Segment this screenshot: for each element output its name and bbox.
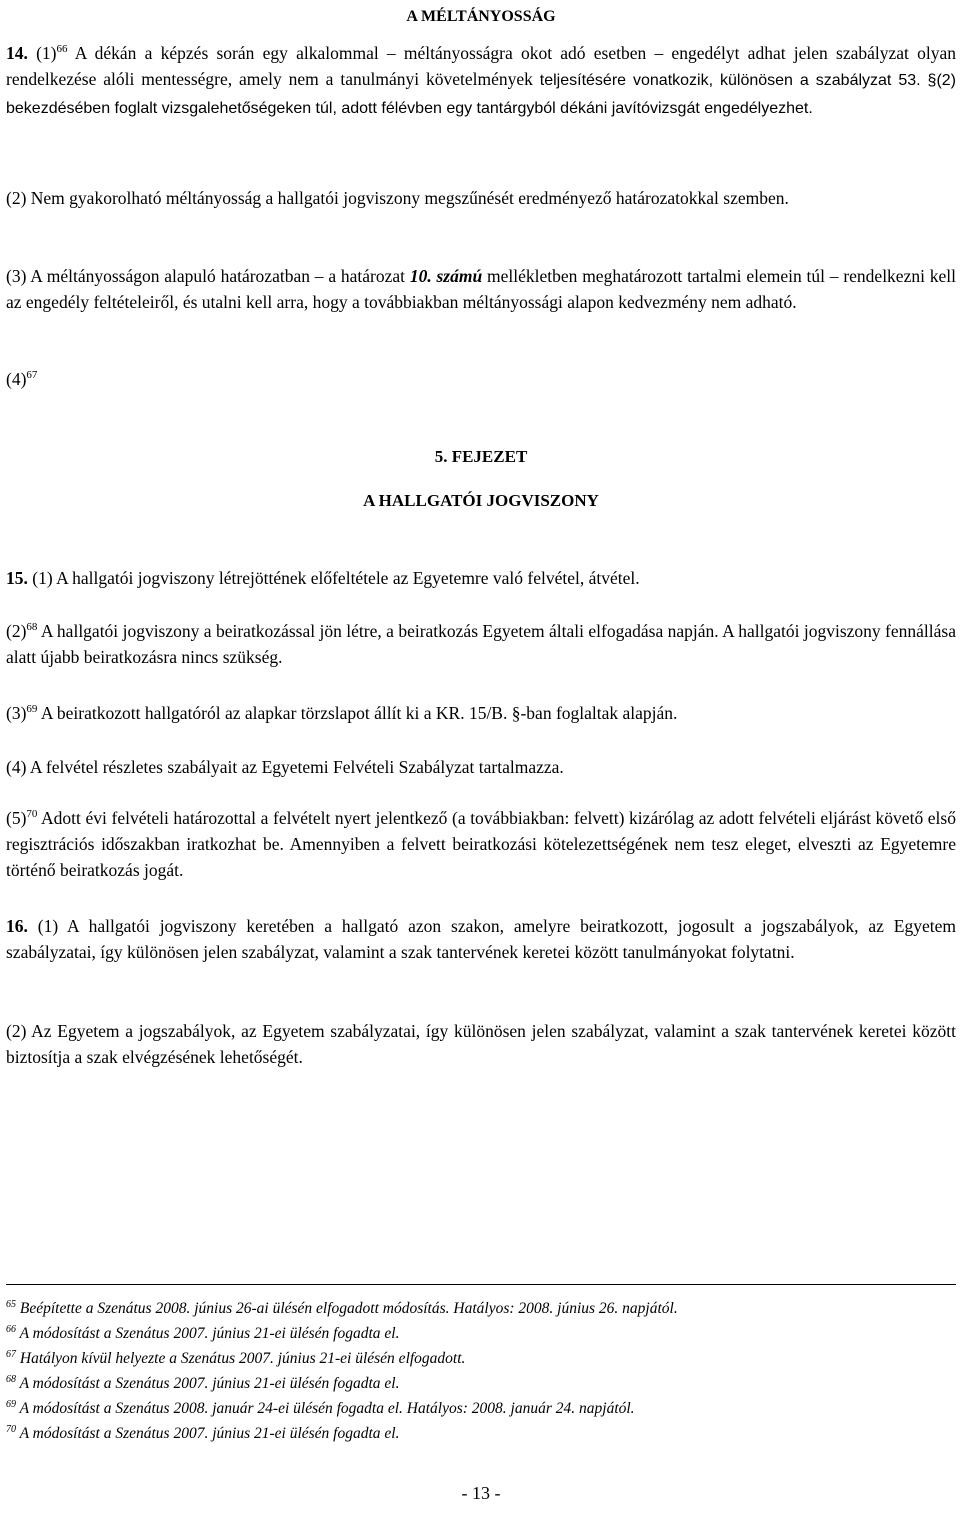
footnote-divider <box>6 1284 956 1285</box>
paragraph-text: (1) A hallgatói jogviszony létrejöttének előfeltétele az Egyetemre való felvétel, átvétel. <box>27 568 640 588</box>
paragraph-text: (3) A méltányosságon alapuló határozatban – a határozat <box>6 266 410 286</box>
paragraph-text: (4) A felvétel részletes szabályait az Egyetemi Felvételi Szabályzat tartalmazza. <box>6 757 564 777</box>
paragraph-text: (2) Az Egyetem a jogszabályok, az Egyetem szabályzatai, így különösen jelen szabályzat, valamint a szak tantervének keretei között biztosítja a szak elvégzésének lehetőségét. <box>6 1021 956 1067</box>
paragraph-text: Adott évi felvételi határozottal a felvételt nyert jelentkező (a továbbiakban: felvett) kizárólag az adott felvételi eljárást követő első regisztrációs időszakban iratkozhat be. Amennyiben a felvett beiratkozási kötelezettségének nem tesz eleget, elveszti az Egyetemre történő beiratkozás jogát. <box>6 808 956 880</box>
paragraph-15-3 <box>6 700 956 726</box>
paragraph-text: A beiratkozott hallgatóról az alapkar törzslapot állít ki a KR. 15/B. §-ban foglaltak alapján. <box>37 703 678 723</box>
section-title: A MÉLTÁNYOSSÁG <box>406 8 556 25</box>
paragraph-15-5 <box>6 805 956 883</box>
paragraph-16-2 <box>6 1018 956 1070</box>
section-number: 16. <box>6 916 28 936</box>
footnote-number: 70 <box>6 1423 16 1435</box>
paragraph-text: (1) A hallgatói jogviszony keretében a hallgató azon szakon, amelyre beiratkozott, jogosult a jogszabályok, az Egyetem szabályzatai, így különösen jelen szabályzat, valamint a szak tantervének keretei között tanulmányokat folytatni. <box>6 916 956 962</box>
paragraph-marker: (2) <box>6 621 27 641</box>
footnote <box>6 1346 956 1371</box>
paragraph-text-sans: teljesítésére vonatkozik, különösen a szabályzat 53. §(2) bekezdésében foglalt vizsgalehetőségeken túl, adott félévben egy tantárgyból dékáni javítóvizsgát engedélyezhet. <box>6 72 957 117</box>
annex-reference: 10. számú <box>409 266 483 286</box>
page-number: - 13 - <box>461 1483 501 1503</box>
footnote <box>6 1321 956 1346</box>
footnote-ref: 67 <box>26 369 38 382</box>
footnote-text: A módosítást a Szenátus 2007. június 21-ei ülésén fogadta el. <box>16 1375 400 1392</box>
paragraph-14-1 <box>6 40 956 122</box>
footnotes <box>6 1296 956 1446</box>
footnote-ref: 68 <box>26 621 38 634</box>
paragraph-15-2 <box>6 618 956 670</box>
paragraph-marker: (3) <box>6 703 27 723</box>
footnote-text: A módosítást a Szenátus 2007. június 21-ei ülésén fogadta el. <box>16 1325 400 1342</box>
paragraph-15-4 <box>6 754 956 780</box>
paragraph-15-1 <box>6 565 956 591</box>
section-number: 14. <box>6 43 28 63</box>
paragraph-marker: (4) <box>6 369 27 389</box>
section-number: 15. <box>6 568 28 588</box>
footnote-number: 68 <box>6 1373 16 1385</box>
paragraph-text: A hallgatói jogviszony a beiratkozással jön létre, a beiratkozás Egyetem általi elfogadása napján. A hallgatói jogviszony fennállása alatt újabb beiratkozásra nincs szükség. <box>6 621 956 667</box>
footnote-text: A módosítást a Szenátus 2008. január 24-ei ülésén fogadta el. Hatályos: 2008. január 24. napjától. <box>16 1400 635 1417</box>
paragraph-14-2 <box>6 185 956 211</box>
chapter-title: A HALLGATÓI JOGVISZONY <box>363 491 599 510</box>
paragraph-text: A dékán a képzés során egy alkalommal – méltányosságra okot adó esetben – engedélyt adhat jelen szabályzat olyan rendelkezése alóli mentességre, amely nem a tanulmányi követelmények <box>6 43 956 89</box>
footnote-text: A módosítást a Szenátus 2007. június 21-ei ülésén fogadta el. <box>16 1425 400 1442</box>
footnote-ref: 70 <box>26 808 38 821</box>
footnote-number: 69 <box>6 1398 16 1410</box>
footnote <box>6 1396 956 1421</box>
paragraph-14-4 <box>6 366 956 392</box>
paragraph-text: mellékletben meghatározott tartalmi elemein túl – rendelkezni kell az engedély feltételeiről, és utalni kell arra, hogy a továbbiakban méltányossági alapon kedvezmény nem adható. <box>6 266 956 312</box>
paragraph-marker: (1) <box>27 43 57 63</box>
footnote-text: Beépítette a Szenátus 2008. június 26-ai ülésén elfogadott módosítás. Hatályos: 2008. június 26. napjától. <box>16 1300 678 1317</box>
footnote-number: 67 <box>6 1348 16 1360</box>
footnote-number: 66 <box>6 1323 16 1335</box>
footnote <box>6 1296 956 1321</box>
paragraph-text: (2) Nem gyakorolható méltányosság a hallgatói jogviszony megszűnését eredményező határozatokkal szemben. <box>6 188 789 208</box>
footnote-text: Hatályon kívül helyezte a Szenátus 2007. június 21-ei ülésén elfogadott. <box>16 1350 466 1367</box>
footnote-number: 65 <box>6 1298 16 1310</box>
footnote-ref: 66 <box>56 43 68 56</box>
paragraph-16-1 <box>6 913 956 965</box>
paragraph-14-3 <box>6 263 956 315</box>
paragraph-marker: (5) <box>6 808 27 828</box>
footnote-ref: 69 <box>26 703 38 716</box>
chapter-number: 5. FEJEZET <box>434 447 528 466</box>
footnote <box>6 1371 956 1396</box>
footnote <box>6 1421 956 1446</box>
